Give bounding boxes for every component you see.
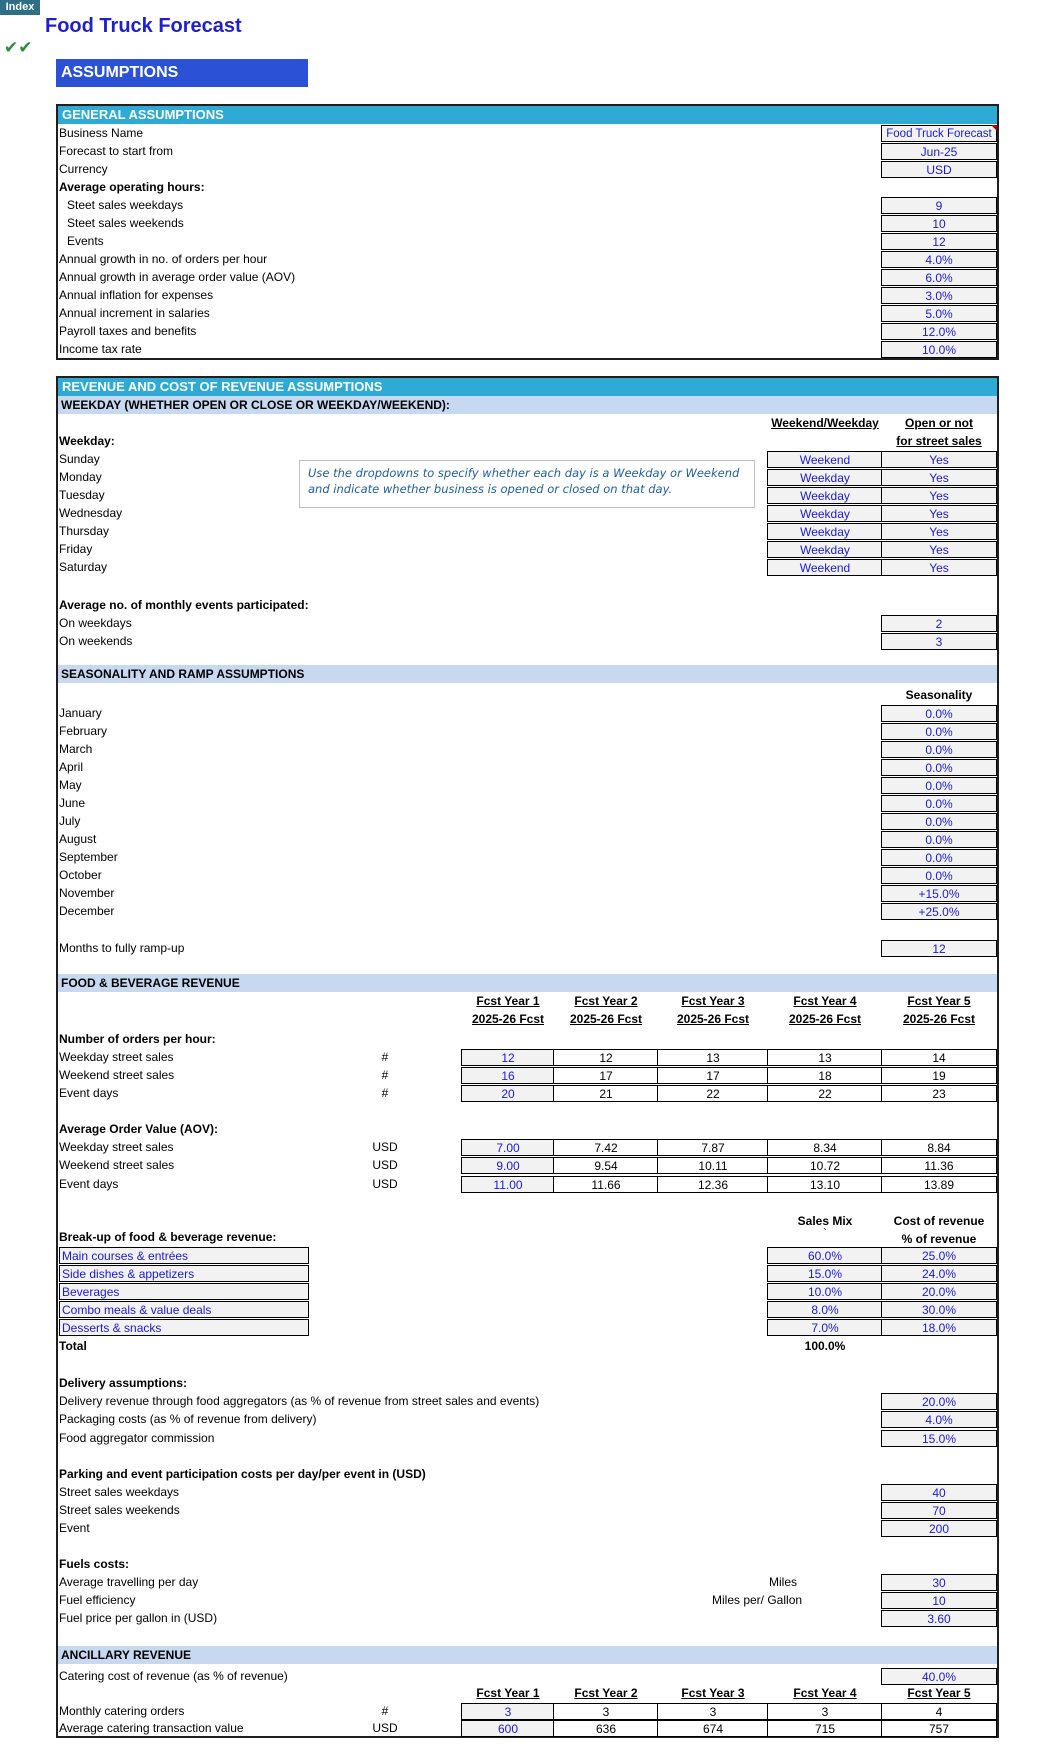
fnb-period-4: 2025-26 Fcst	[788, 1012, 862, 1026]
events-weekends-label: On weekends	[59, 634, 133, 648]
category-desserts-mix[interactable]: 7.0%	[767, 1319, 883, 1336]
comment-indicator-icon	[991, 125, 997, 131]
fuel-price-input[interactable]: 3.60	[881, 1610, 997, 1627]
day-tuesday-label: Tuesday	[59, 488, 105, 502]
month-july-label: July	[59, 814, 81, 828]
packaging-costs-label: Packaging costs (as % of revenue from delivery)	[59, 1412, 317, 1426]
category-main-courses-input[interactable]: Main courses & entrées	[59, 1247, 309, 1264]
op-hours-events-input[interactable]: 12	[881, 233, 997, 250]
orders-weekend-label: Weekend street sales	[59, 1068, 175, 1082]
orders-event-y5: 23	[881, 1085, 997, 1102]
revenue-assumptions-header: REVENUE AND COST OF REVENUE ASSUMPTIONS	[58, 378, 997, 396]
day-saturday-open-select[interactable]: Yes	[881, 559, 997, 576]
catering-orders-y4: 3	[767, 1703, 883, 1720]
fnb-year-5-header: Fcst Year 5	[907, 994, 971, 1008]
category-side-dishes-mix[interactable]: 15.0%	[767, 1265, 883, 1282]
month-september-label: September	[59, 850, 118, 864]
month-november-label: November	[59, 886, 115, 900]
anc-year-2-header: Fcst Year 2	[574, 1686, 638, 1700]
check-marks-icon: ✔✔	[4, 38, 33, 57]
catering-cost-label: Catering cost of revenue (as % of revenue)	[59, 1669, 288, 1683]
fuel-efficiency-label: Fuel efficiency	[59, 1593, 136, 1607]
payroll-taxes-input[interactable]: 12.0%	[881, 323, 997, 340]
growth-aov-label: Annual growth in average order value (AOV)	[59, 270, 296, 284]
month-march-label: March	[59, 742, 93, 756]
seasonality-col-header: Seasonality	[905, 688, 973, 702]
parking-weekdays-label: Street sales weekdays	[59, 1485, 180, 1499]
day-saturday-type-select[interactable]: Weekend	[767, 559, 883, 576]
orders-event-y1-input[interactable]: 20	[461, 1085, 555, 1102]
op-hours-weekdays-input[interactable]: 9	[881, 197, 997, 214]
catering-orders-label: Monthly catering orders	[59, 1704, 185, 1718]
breakup-label: Break-up of food & beverage revenue:	[59, 1230, 277, 1244]
aov-weekend-y4: 10.72	[767, 1157, 883, 1174]
month-october-input[interactable]: 0.0%	[881, 867, 997, 884]
day-tuesday-type-select[interactable]: Weekday	[767, 487, 883, 504]
day-wednesday-type-select[interactable]: Weekday	[767, 505, 883, 522]
category-main-courses-cost[interactable]: 25.0%	[881, 1247, 997, 1264]
category-desserts-input[interactable]: Desserts & snacks	[59, 1319, 309, 1336]
orders-event-y3: 22	[657, 1085, 769, 1102]
fnb-year-4-header: Fcst Year 4	[793, 994, 857, 1008]
sales-mix-col-header: Sales Mix	[797, 1214, 853, 1228]
fnb-period-1: 2025-26 Fcst	[471, 1012, 545, 1026]
month-may-input[interactable]: 0.0%	[881, 777, 997, 794]
parking-event-label: Event	[59, 1521, 90, 1535]
aov-weekend-y1-input[interactable]: 9.00	[461, 1157, 555, 1174]
catering-value-y4: 715	[767, 1720, 883, 1737]
anc-year-4-header: Fcst Year 4	[793, 1686, 857, 1700]
month-february-input[interactable]: 0.0%	[881, 723, 997, 740]
orders-event-label: Event days	[59, 1086, 119, 1100]
inflation-label: Annual inflation for expenses	[59, 288, 214, 302]
aov-weekend-y5: 11.36	[881, 1157, 997, 1174]
month-january-label: January	[59, 706, 102, 720]
catering-orders-unit: #	[381, 1704, 389, 1718]
weekend-weekday-col-header: Weekend/Weekday	[771, 416, 879, 430]
parking-event-input[interactable]: 200	[881, 1520, 997, 1537]
aggregator-commission-input[interactable]: 15.0%	[881, 1430, 997, 1447]
aov-weekend-y2: 9.54	[553, 1157, 659, 1174]
fnb-period-5: 2025-26 Fcst	[902, 1012, 976, 1026]
month-january-input[interactable]: 0.0%	[881, 705, 997, 722]
fnb-year-1-header: Fcst Year 1	[476, 994, 540, 1008]
orders-event-y4: 22	[767, 1085, 883, 1102]
aov-event-y2: 11.66	[553, 1176, 659, 1193]
orders-weekday-y5: 14	[881, 1049, 997, 1066]
orders-weekday-y2: 12	[553, 1049, 659, 1066]
category-combo-meals-cost[interactable]: 30.0%	[881, 1301, 997, 1318]
catering-orders-y3: 3	[657, 1703, 769, 1720]
aov-weekday-y1-input[interactable]: 7.00	[461, 1139, 555, 1156]
day-thursday-type-select[interactable]: Weekday	[767, 523, 883, 540]
day-thursday-open-select[interactable]: Yes	[881, 523, 997, 540]
open-col-header-2: for street sales	[896, 434, 982, 448]
open-col-header-1: Open or not	[905, 416, 973, 430]
total-label: Total	[59, 1339, 87, 1353]
day-sunday-open-select[interactable]: Yes	[881, 451, 997, 468]
day-friday-label: Friday	[59, 542, 93, 556]
fuel-label: Fuels costs:	[59, 1557, 130, 1571]
orders-weekend-y5: 19	[881, 1067, 997, 1084]
catering-value-unit: USD	[372, 1721, 398, 1735]
category-beverages-cost[interactable]: 20.0%	[881, 1283, 997, 1300]
month-june-input[interactable]: 0.0%	[881, 795, 997, 812]
month-november-input[interactable]: +15.0%	[881, 885, 997, 902]
parking-weekends-input[interactable]: 70	[881, 1502, 997, 1519]
income-tax-label: Income tax rate	[59, 342, 142, 356]
month-march-input[interactable]: 0.0%	[881, 741, 997, 758]
weekday-section-header: WEEKDAY (WHETHER OPEN OR CLOSE OR WEEKDAY/WEEKEND):	[58, 396, 997, 414]
dropdown-note-box: Use the dropdowns to specify whether each day is a Weekday or Weekend and indicate whether business is opened or closed on that day.	[299, 460, 755, 508]
payroll-taxes-label: Payroll taxes and benefits	[59, 324, 197, 338]
general-assumptions-header: GENERAL ASSUMPTIONS	[58, 106, 997, 124]
parking-weekends-label: Street sales weekends	[59, 1503, 180, 1517]
month-april-input[interactable]: 0.0%	[881, 759, 997, 776]
day-sunday-type-select[interactable]: Weekend	[767, 451, 883, 468]
category-main-courses-mix[interactable]: 60.0%	[767, 1247, 883, 1264]
fnb-period-3: 2025-26 Fcst	[676, 1012, 750, 1026]
month-july-input[interactable]: 0.0%	[881, 813, 997, 830]
aov-weekday-y3: 7.87	[657, 1139, 769, 1156]
day-wednesday-open-select[interactable]: Yes	[881, 505, 997, 522]
orders-weekday-unit: #	[381, 1050, 389, 1064]
month-october-label: October	[59, 868, 102, 882]
delivery-label: Delivery assumptions:	[59, 1376, 188, 1390]
category-side-dishes-cost[interactable]: 24.0%	[881, 1265, 997, 1282]
op-hours-weekends-label: Steet sales weekends	[67, 216, 184, 230]
aov-event-y3: 12.36	[657, 1176, 769, 1193]
category-combo-meals-mix[interactable]: 8.0%	[767, 1301, 883, 1318]
month-may-label: May	[59, 778, 82, 792]
growth-aov-input[interactable]: 6.0%	[881, 269, 997, 286]
orders-weekend-unit: #	[381, 1068, 389, 1082]
month-february-label: February	[59, 724, 108, 738]
growth-orders-input[interactable]: 4.0%	[881, 251, 997, 268]
forecast-start-input[interactable]: Jun-25	[881, 143, 997, 160]
sales-mix-col-sub: `	[823, 1226, 827, 1240]
day-monday-label: Monday	[59, 470, 102, 484]
day-sunday-label: Sunday	[59, 452, 100, 466]
ramp-up-label: Months to fully ramp-up	[59, 941, 185, 955]
catering-cost-input[interactable]: 40.0%	[881, 1668, 997, 1685]
packaging-costs-input[interactable]: 4.0%	[881, 1411, 997, 1428]
fnb-revenue-header: FOOD & BEVERAGE REVENUE	[58, 974, 997, 992]
day-monday-type-select[interactable]: Weekday	[767, 469, 883, 486]
aov-event-y1-input[interactable]: 11.00	[461, 1176, 555, 1193]
catering-value-y2: 636	[553, 1720, 659, 1737]
aov-weekday-y4: 8.34	[767, 1139, 883, 1156]
orders-weekday-y4: 13	[767, 1049, 883, 1066]
aov-label: Average Order Value (AOV):	[59, 1122, 218, 1136]
currency-label: Currency	[59, 162, 108, 176]
fuel-price-label: Fuel price per gallon in (USD)	[59, 1611, 218, 1625]
catering-value-y1-input[interactable]: 600	[461, 1720, 555, 1737]
salary-increment-input[interactable]: 5.0%	[881, 305, 997, 322]
delivery-revenue-input[interactable]: 20.0%	[881, 1393, 997, 1410]
aov-event-label: Event days	[59, 1177, 119, 1191]
day-wednesday-label: Wednesday	[59, 506, 123, 520]
category-side-dishes-input[interactable]: Side dishes & appetizers	[59, 1265, 309, 1282]
orders-weekday-y3: 13	[657, 1049, 769, 1066]
orders-weekend-y4: 18	[767, 1067, 883, 1084]
fnb-year-2-header: Fcst Year 2	[574, 994, 638, 1008]
day-friday-type-select[interactable]: Weekday	[767, 541, 883, 558]
op-hours-weekdays-label: Steet sales weekdays	[67, 198, 184, 212]
category-beverages-mix[interactable]: 10.0%	[767, 1283, 883, 1300]
orders-weekday-y1-input[interactable]: 12	[461, 1049, 555, 1066]
events-weekdays-label: On weekdays	[59, 616, 132, 630]
month-december-input[interactable]: +25.0%	[881, 903, 997, 920]
parking-label: Parking and event participation costs per day/per event in (USD)	[59, 1467, 426, 1481]
fnb-period-2: 2025-26 Fcst	[569, 1012, 643, 1026]
cost-col-header-2: % of revenue	[901, 1232, 977, 1246]
parking-weekdays-input[interactable]: 40	[881, 1484, 997, 1501]
business-name-label: Business Name	[59, 126, 144, 140]
fuel-travel-unit: Miles	[769, 1575, 798, 1589]
month-june-label: June	[59, 796, 86, 810]
aov-weekday-unit: USD	[372, 1140, 398, 1154]
catering-value-y5: 757	[881, 1720, 997, 1737]
inflation-input[interactable]: 3.0%	[881, 287, 997, 304]
salary-increment-label: Annual increment in salaries	[59, 306, 210, 320]
aov-weekend-label: Weekend street sales	[59, 1158, 175, 1172]
delivery-revenue-label: Delivery revenue through food aggregators (as % of revenue from street sales and events)	[59, 1394, 540, 1408]
aov-event-y4: 13.10	[767, 1176, 883, 1193]
category-desserts-cost[interactable]: 18.0%	[881, 1319, 997, 1336]
month-august-input[interactable]: 0.0%	[881, 831, 997, 848]
op-hours-events-label: Events	[67, 234, 104, 248]
anc-year-5-header: Fcst Year 5	[907, 1686, 971, 1700]
anc-year-3-header: Fcst Year 3	[681, 1686, 745, 1700]
weekday-label: Weekday:	[59, 434, 115, 448]
events-weekends-input[interactable]: 3	[881, 633, 997, 650]
orders-event-unit: #	[381, 1086, 389, 1100]
catering-orders-y2: 3	[553, 1703, 659, 1720]
aggregator-commission-label: Food aggregator commission	[59, 1431, 215, 1445]
op-hours-weekends-input[interactable]: 10	[881, 215, 997, 232]
month-september-input[interactable]: 0.0%	[881, 849, 997, 866]
aov-weekday-y2: 7.42	[553, 1139, 659, 1156]
events-weekdays-input[interactable]: 2	[881, 615, 997, 632]
orders-weekend-y3: 17	[657, 1067, 769, 1084]
orders-event-y2: 21	[553, 1085, 659, 1102]
catering-orders-y5: 4	[881, 1703, 997, 1720]
seasonality-header: SEASONALITY AND RAMP ASSUMPTIONS	[58, 665, 997, 683]
cost-col-header-1: Cost of revenue	[893, 1214, 985, 1228]
total-sales-mix: 100.0%	[804, 1339, 846, 1353]
monthly-events-label: Average no. of monthly events participated:	[59, 598, 309, 612]
catering-value-label: Average catering transaction value	[59, 1721, 244, 1735]
aov-event-y5: 13.89	[881, 1176, 997, 1193]
orders-weekend-y2: 17	[553, 1067, 659, 1084]
day-saturday-label: Saturday	[59, 560, 108, 574]
catering-orders-y1-input[interactable]: 3	[461, 1703, 555, 1720]
orders-weekend-y1-input[interactable]: 16	[461, 1067, 555, 1084]
aov-weekday-label: Weekday street sales	[59, 1140, 174, 1154]
fuel-efficiency-unit: Miles per/ Gallon	[712, 1593, 803, 1607]
day-friday-open-select[interactable]: Yes	[881, 541, 997, 558]
category-beverages-input[interactable]: Beverages	[59, 1283, 309, 1300]
anc-year-1-header: Fcst Year 1	[476, 1686, 540, 1700]
index-tab[interactable]: Index	[0, 0, 40, 15]
fnb-year-3-header: Fcst Year 3	[681, 994, 745, 1008]
aov-weekend-y3: 10.11	[657, 1157, 769, 1174]
fuel-travel-label: Average travelling per day	[59, 1575, 199, 1589]
day-tuesday-open-select[interactable]: Yes	[881, 487, 997, 504]
month-august-label: August	[59, 832, 97, 846]
ancillary-revenue-header: ANCILLARY REVENUE	[58, 1646, 997, 1664]
aov-weekday-y5: 8.84	[881, 1139, 997, 1156]
forecast-start-label: Forecast to start from	[59, 144, 174, 158]
currency-input[interactable]: USD	[881, 161, 997, 178]
month-december-label: December	[59, 904, 115, 918]
fuel-efficiency-input[interactable]: 10	[881, 1592, 997, 1609]
operating-hours-label: Average operating hours:	[59, 180, 205, 194]
day-thursday-label: Thursday	[59, 524, 110, 538]
aov-weekend-unit: USD	[372, 1158, 398, 1172]
month-april-label: April	[59, 760, 84, 774]
catering-value-y3: 674	[657, 1720, 769, 1737]
growth-orders-label: Annual growth in no. of orders per hour	[59, 252, 268, 266]
fuel-travel-input[interactable]: 30	[881, 1574, 997, 1591]
page-title: Food Truck Forecast	[45, 15, 242, 37]
assumptions-banner: ASSUMPTIONS	[56, 59, 308, 87]
day-monday-open-select[interactable]: Yes	[881, 469, 997, 486]
income-tax-input[interactable]: 10.0%	[881, 341, 997, 358]
business-name-input[interactable]: Food Truck Forecast	[881, 125, 997, 142]
ramp-up-input[interactable]: 12	[881, 940, 997, 957]
category-combo-meals-input[interactable]: Combo meals & value deals	[59, 1301, 309, 1318]
orders-per-hour-label: Number of orders per hour:	[59, 1032, 216, 1046]
orders-weekday-label: Weekday street sales	[59, 1050, 174, 1064]
aov-event-unit: USD	[372, 1177, 398, 1191]
